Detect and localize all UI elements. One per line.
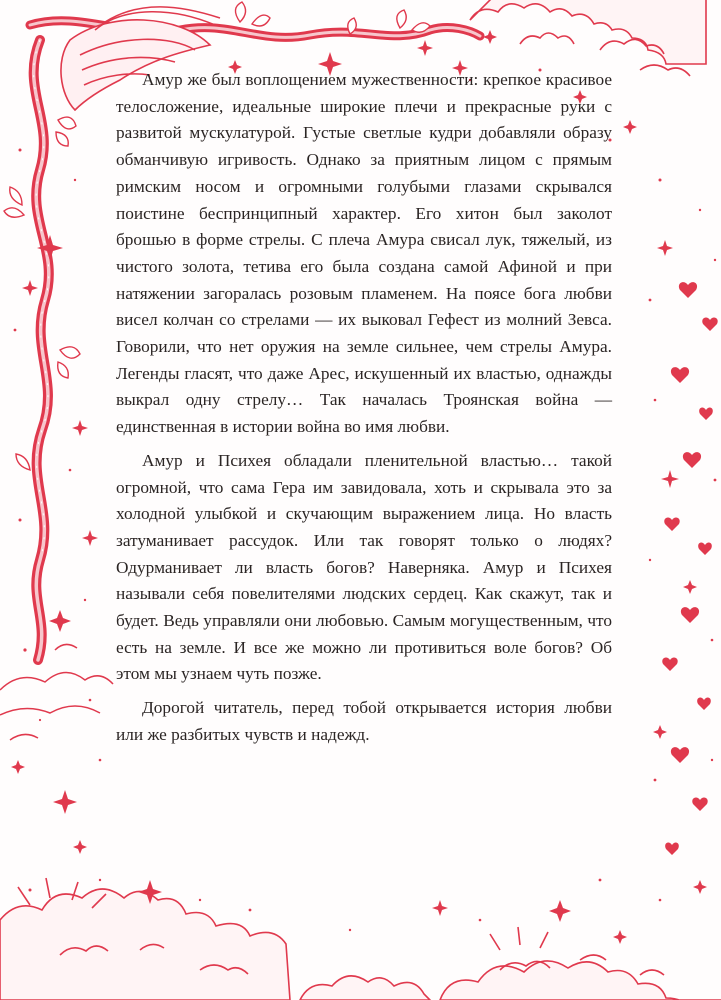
- right-hearts: [662, 282, 717, 855]
- body-text: [116, 67, 612, 749]
- left-clouds-illustration: [0, 644, 113, 740]
- left-sparkles: [11, 149, 101, 892]
- top-clouds-illustration: [470, 0, 706, 76]
- paragraph-amur-psyche-power: Амур и Психея обладали пленительной властью… такой огромной, что сама Гера им завидовала, хоть и скрывала это за холодной улыбкой и скучающим выражением лица. Но власть затуманивает рассудок. Или так говорят только о людях? Одурманивает ли власть богов? Наверняка. Амур и Психея называли себя повелителями людских сердец. Как скажут, так и будет. Ведь управляли они любовью. Самым могущественным, что есть на земле. И все же можно ли противиться воле богов? Об этом мы узнаем чуть позже.: [116, 450, 612, 684]
- paragraph-amur-description: Амур же был воплощением мужественности: крепкое красивое телосложение, идеальные широкие плечи и прекрасные руки с развитой мускулатурой. Густые светлые кудри добавляли образу обманчивую игривость. Однако за приятным лицом с прямым римским носом и огромными голубыми глазами скрывался поистине беспринципный характер. Его хитон был заколот брошью в форме стрелы. С плеча Амура свисал лук, тяжелый, из чистого золота, тетива его была создана самой Афиной и при натяжении загоралась розовым пламенем. На поясе бога любви висел колчан со стрелами — их выковал Гефест из молний Зевса. Говорили, что нет оружия на земле сильнее, чем стрелы Амура. Легенды гласят, что даже Арес, искушенный их властью, однажды выкрал одну стрелу… Так началась Троянская война — единственная в истории война во имя любви.: [116, 70, 612, 437]
- bottom-clouds-illustration: [0, 878, 721, 1000]
- left-ribbon: [4, 40, 80, 660]
- paragraph-dear-reader: Дорогой читатель, перед тобой открывается история любви или же разбитых чувств и надежд.: [116, 698, 612, 744]
